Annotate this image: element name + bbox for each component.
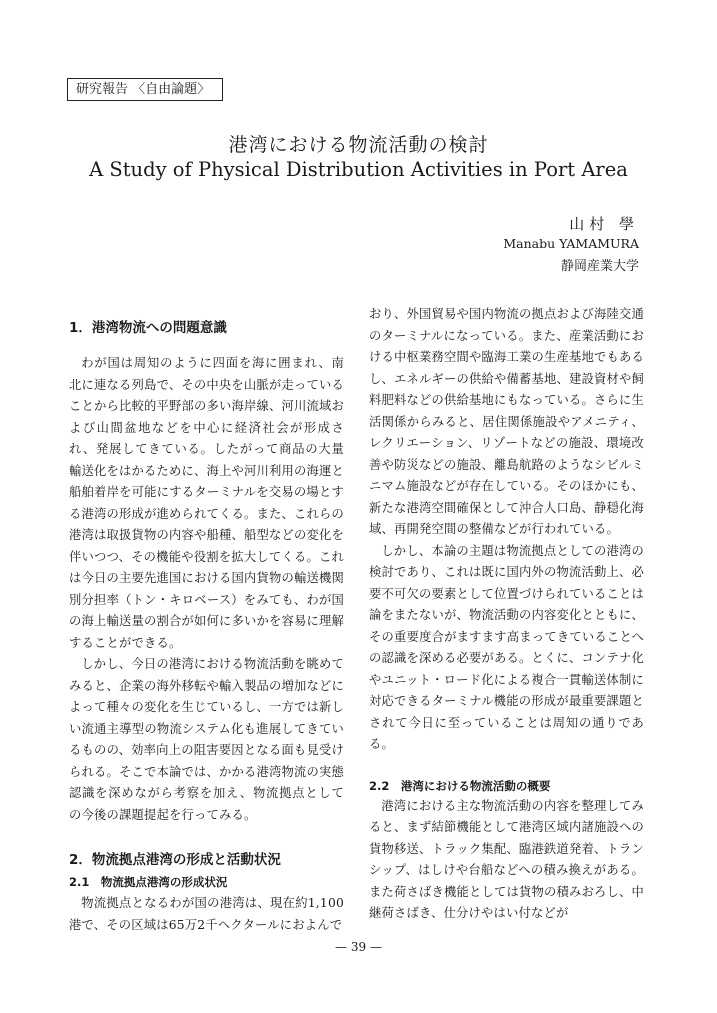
author-affiliation: 静岡産業大学 xyxy=(560,259,639,274)
section-2-1-paragraph-1: 物流拠点となるわが国の港湾は、現在約1,100港で、その区域は65万2千ヘクタールにおよんで xyxy=(69,896,344,932)
author-name-japanese: 山村 學 xyxy=(569,215,639,233)
section-2-2-heading: 2.2 港湾における物流活動の概要 xyxy=(369,778,551,793)
right-paragraph-2: しかし、本論の主題は物流拠点としての港湾の検討であり、これは既に国内外の物流活動上、必要不可欠の要素として位置づけられていることは論をまたないが、物流活動の内容変化とともに、その重要度合がますます高まってきていることへの認識を深める必要がある。とくに、コンテナ化やユニット・ロード化による複合一貫輸送体制に対応できるターミナル機能の形成が最重要課題とされて今日に至っていることは周知の通りである。 xyxy=(369,543,644,751)
page-number: — 39 — xyxy=(335,940,382,954)
section-1-heading: 1．港湾物流への問題意識 xyxy=(69,320,227,336)
title-english: A Study of Physical Distribution Activities in Port Area xyxy=(89,158,628,181)
right-column xyxy=(369,304,644,925)
section-2-2-paragraph-1: 港湾における主な物流活動の内容を整理してみると、まず結節機能として港湾区域内諸施設への貨物移送、トラック集配、臨港鉄道発着、トランシップ、はしけや台船などへの積み換えがある。また荷さばき機能としては貨物の積みおろし、中継荷さばき、仕分けやはい付などが xyxy=(369,798,644,920)
title-japanese: 港湾における物流活動の検討 xyxy=(228,134,489,156)
section-1-paragraph-2: しかし、今日の港湾における物流活動を眺めてみると、企業の海外移転や輸入製品の増加などによって種々の変化を生じているし、一方では新しい流通主導型の物流システム化も進展してきているものの、効率向上の阻害要因となる面も見受けられる。そこで本論では、かかる港湾物流の実態認識を深めながら考察を加え、物流拠点としての今後の課題提起を行ってみる。 xyxy=(69,657,344,822)
section-2-heading: 2．物流拠点港湾の形成と活動状況 xyxy=(69,852,281,868)
author-name-english: Manabu YAMAMURA xyxy=(503,236,639,251)
left-column xyxy=(69,304,344,936)
report-category-label: 研究報告 〈自由論題〉 xyxy=(67,78,223,101)
section-2-1-heading: 2.1 物流拠点港湾の形成状況 xyxy=(69,875,228,889)
section-1-paragraph-1: わが国は周知のように四面を海に囲まれ、南北に連なる列島で、その中央を山脈が走っていることから比較的平野部の多い海岸線、河川流域および山間盆地などを中心に経済社会が形成され、発展してきている。したがって商品の大量輸送化をはかるために、海上や河川利用の海運と船舶着岸を可能にするターミナルを交易の場とする港湾の形成が進められてくる。また、これらの港湾は取扱貨物の内容や船種、船型などの変化を伴いつつ、その機能や役割を拡大してくる。これは今日の主要先進国における国内貨物の輸送機関別分担率（トン・キロベース）をみても、わが国の海上輸送量の割合が如何に多いかを容易に理解することができる。 xyxy=(69,356,344,650)
continued-paragraph: おり、外国貿易や国内物流の拠点および海陸交通のターミナルになっている。また、産業活動における中枢業務空間や臨海工業の生産基地でもあるし、エネルギーの供給や備蓄基地、建設資材や飼料肥料などの供給基地にもなっている。さらに生活関係からみると、居住関係施設やアメニティ、レクリエーション、リゾートなどの施設、環境改善や防災などの施設、離島航路のようなシビルミニマム施設などが存在している。そのほかにも、新たな港湾空間確保として沖合人口島、静穏化海域、再開発空間の整備などが行われている。 xyxy=(369,307,644,536)
